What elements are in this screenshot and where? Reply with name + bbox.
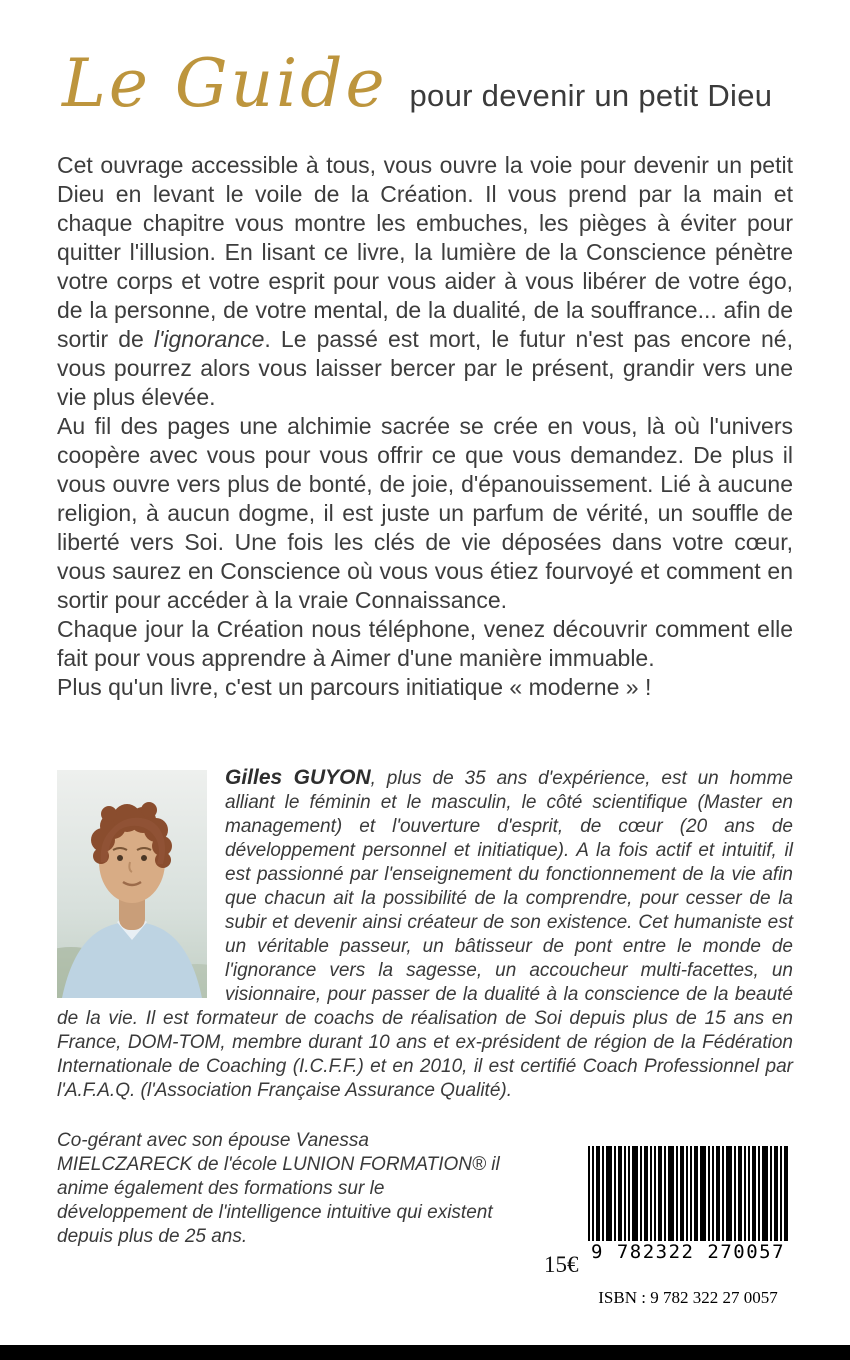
body-paragraph-4: Plus qu'un livre, c'est un parcours initiatique « moderne » ! (57, 673, 652, 700)
author-bio (57, 766, 793, 1103)
p1-text-before: Cet ouvrage accessible à tous, vous ouvre la voie pour devenir un petit Dieu en levant le voile de la Création. Il vous prend par la main et chaque chapitre vous montre les embuches, les pièges à éviter pour quitter l'illusion. En lisant ce livre, la lumière de la Conscience pénètre votre corps et votre esprit pour vous aider à vous libérer de votre égo, de la personne, de votre mental, de la dualité, de la souffrance... afin de sortir de (57, 151, 793, 352)
title-block (0, 0, 850, 121)
body-paragraph-3: Chaque jour la Création nous téléphone, venez découvrir comment elle fait pour vous apprendre à Aimer d'une manière immuable. (57, 615, 793, 671)
author-photo (57, 770, 207, 998)
bio-text: , plus de 35 ans d'expérience, est un homme alliant le féminin et le masculin, le côté scientifique (Master en management) et l'ouverture d'esprit, de cœur (20 ans de développement personnel et initiatique). A la fois actif et intuitif, il est passionné par l'enseignement du fonctionnement de la vie afin que chacun ait la possibilité de la comprendre, pour cesser de la subir et devenir ainsi créateur de son existence. Cet humaniste est un véritable passeur, un bâtisseur de pont entre le monde de l'ignorance vers la sagesse, un accoucheur multi-facettes, un visionnaire, pour passer de la dualité à la conscience de la beauté de la vie. Il est formateur de coachs de réalisation de Soi depuis plus de 15 ans en France, DOM-TOM, membre durant 10 ans et ex-président de région de la Fédération Internationale de Coaching (I.C.F.F.) et en 2010, il est certifié Coach Professionnel par l'A.F.A.Q. (l'Association Française Assurance Qualité). (57, 767, 793, 1101)
isbn-text: ISBN : 9 782 322 27 0057 (598, 1288, 778, 1307)
synopsis (57, 151, 793, 702)
bio-second-paragraph: Co-gérant avec son épouse Vanessa MIELCZARECK de l'école LUNION FORMATION® il anime également des formations sur le développement de l'intelligence intuitive qui existent depuis plus de 25 ans. (57, 1129, 500, 1247)
barcode-number: 9 782322 270057 (588, 1241, 788, 1264)
p1-italic-term: l'ignorance (153, 325, 265, 352)
body-paragraph-2: Au fil des pages une alchimie sacrée se crée en vous, là où l'univers coopère avec vous pour vous offrir ce que vous demandez. De plus il vous ouvre vers plus de bonté, de joie, d'épanouissement. Lié à aucune religion, à aucun dogme, il est juste un parfum de vérité, un souffle de liberté vers Soi. Une fois les clés de vie déposées dans votre cœur, vous saurez en Conscience où vous vous étiez fourvoyé et comment en sortir pour accéder à la vraie Connaissance. (57, 412, 793, 613)
barcode (588, 1146, 788, 1264)
title-script: Le Guide (62, 45, 388, 122)
body-paragraph-1 (57, 151, 793, 412)
price: 15€ (544, 1252, 579, 1277)
p1-text-after: . Le passé est mort, le futur n'est pas encore né, vous pourrez alors vous laisser bercer par le présent, grandir vers une vie plus élevée. (57, 325, 793, 410)
author-name: Gilles GUYON (225, 765, 371, 789)
title-subtitle: pour devenir un petit Dieu (409, 78, 773, 113)
bottom-black-strip (0, 1345, 850, 1360)
